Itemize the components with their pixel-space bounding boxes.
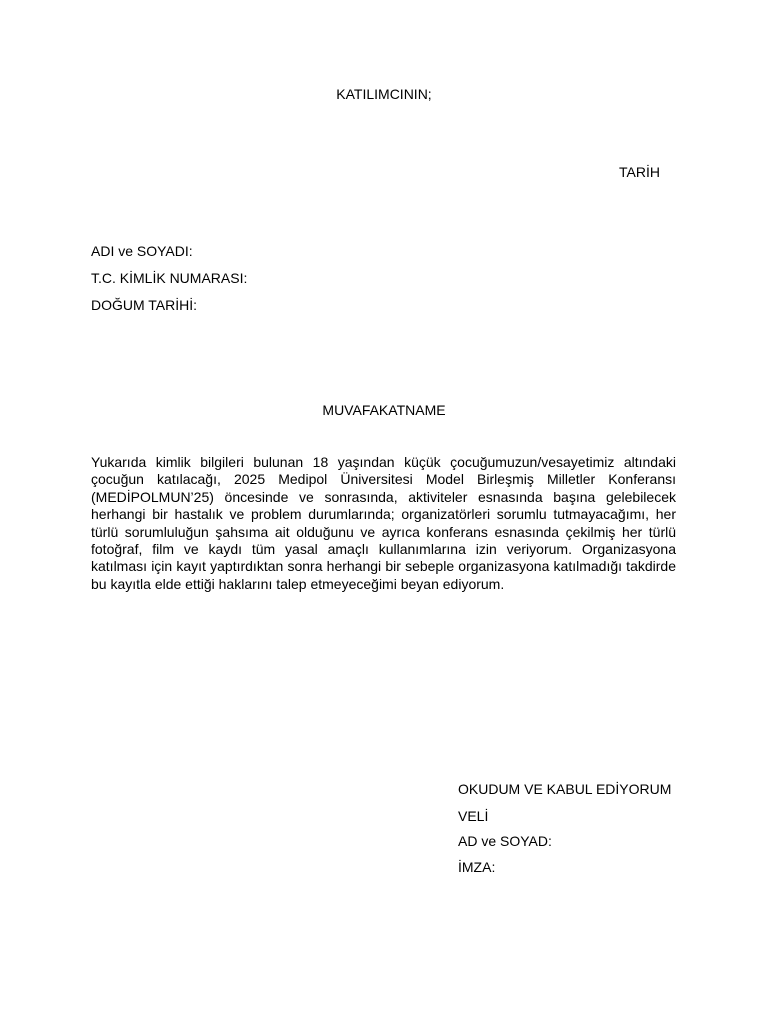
consent-title: MUVAFAKATNAME: [322, 402, 446, 418]
accept-statement: OKUDUM VE KABUL EDİYORUM: [458, 781, 672, 797]
name-field-label: ADI ve SOYADI:: [91, 243, 193, 259]
participant-heading: KATILIMCININ;: [336, 86, 432, 102]
guardian-name-label: AD ve SOYAD:: [458, 833, 552, 849]
guardian-label: VELİ: [458, 808, 489, 824]
id-number-field-label: T.C. KİMLİK NUMARASI:: [91, 270, 248, 286]
signature-label: İMZA:: [458, 859, 496, 875]
birth-date-field-label: DOĞUM TARİHİ:: [91, 297, 198, 313]
date-label: TARİH: [619, 164, 660, 180]
consent-paragraph: Yukarıda kimlik bilgileri bulunan 18 yaşından küçük çocuğumuzun/vesayetimiz altındaki çocuğun katılacağı, 2025 Medipol Üniversitesi Model Birleşmiş Milletler Konferansı (MEDİPOLMUN’25) öncesinde ve sonrasında, aktiviteler esnasında başına gelebilecek herhangi bir hastalık ve problem durumlarında; organizatörleri sorumlu tutmayacağımı, her türlü sorumluluğun şahsıma ait olduğunu ve ayrıca konferans esnasında çekilmiş her türlü fotoğraf, film ve kaydı tüm yasal amaçlı kullanımlarına izin veriyorum. Organizasyona katılması için kayıt yaptırdıktan sonra herhangi bir sebeple organizasyona katılmadığı takdirde bu kayıtla elde ettiği haklarını talep etmeyeceğimi beyan ediyorum.: [91, 454, 676, 592]
